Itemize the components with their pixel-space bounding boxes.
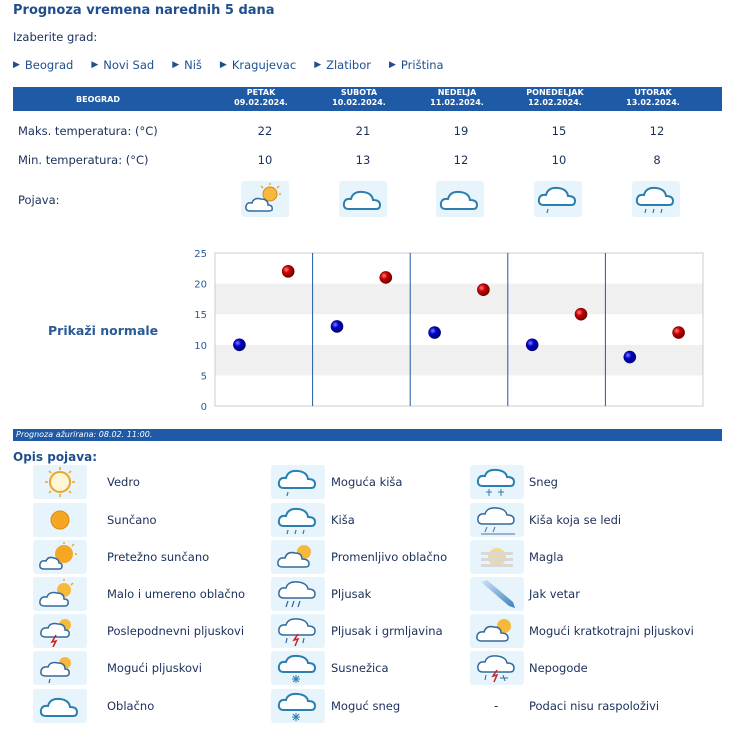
legend-label: Podaci nisu raspoloživi — [529, 699, 660, 713]
min-temp-point — [331, 320, 343, 332]
possible-showers-icon — [33, 651, 87, 685]
legend-label: Sunčano — [107, 513, 157, 527]
table-day-header: NEDELJA 11.02.2024. — [430, 88, 484, 107]
y-tick-label: 0 — [200, 402, 207, 413]
y-tick-label: 15 — [194, 310, 207, 322]
legend-label: Susnežica — [331, 661, 389, 675]
city-label: Novi Sad — [103, 58, 155, 72]
max-temp-point — [477, 284, 489, 296]
min-temp-value: 8 — [653, 153, 661, 167]
legend-label: Jak vetar — [529, 587, 580, 601]
y-tick-label: 10 — [194, 340, 207, 352]
chart-band — [215, 314, 703, 345]
max-temp-label: Maks. temperatura: (°C) — [18, 124, 158, 138]
city-list — [13, 58, 462, 72]
clear-icon — [33, 465, 87, 499]
legend-label: Pljusak i grmljavina — [331, 624, 443, 638]
min-temp-value: 10 — [257, 153, 273, 167]
forecast-updated: Prognoza ažurirana: 08.02. 11:00. — [13, 429, 722, 441]
city-label: Niš — [184, 58, 202, 72]
city-link-zlatibor[interactable] — [314, 58, 371, 72]
min-temp-point — [526, 339, 538, 351]
rain-icon — [632, 181, 680, 217]
legend-label: Kiša koja se ledi — [529, 513, 622, 527]
max-temp-point — [282, 265, 294, 277]
phenomenon-label: Pojava: — [18, 193, 60, 207]
city-select-label: Izaberite grad: — [13, 30, 98, 44]
min-temp-point — [624, 351, 636, 363]
strong-wind-icon — [470, 577, 524, 611]
legend-label: Moguća kiša — [331, 475, 403, 489]
sunny-icon — [33, 503, 87, 537]
triangle-right-icon: ▶ — [91, 60, 99, 70]
city-link-pristina[interactable] — [389, 58, 444, 72]
city-link-beograd[interactable] — [13, 58, 73, 72]
temperature-chart — [180, 245, 710, 415]
max-temp-value: 12 — [649, 124, 665, 138]
thunderstorm-icon — [271, 614, 325, 648]
city-label: Kragujevac — [231, 58, 297, 72]
triangle-right-icon: ▶ — [13, 60, 20, 70]
min-temp-point — [429, 327, 441, 339]
table-day-header: PONEDELJAK 12.02.2024. — [526, 88, 584, 107]
partly-cloudy-icon — [33, 577, 87, 611]
no-data-dash: - — [494, 699, 499, 713]
show-normals-button[interactable]: Prikaži normale — [48, 323, 159, 338]
sleet-icon — [271, 651, 325, 685]
cloudy-icon — [436, 181, 484, 217]
triangle-right-icon: ▶ — [314, 60, 322, 70]
page-title: Prognoza vremena narednih 5 dana — [13, 3, 275, 18]
table-day-header: SUBOTA 10.02.2024. — [332, 88, 386, 107]
legend-label: Magla — [529, 550, 564, 564]
legend-label: Kiša — [331, 513, 355, 527]
city-label: Beograd — [24, 58, 74, 72]
fog-icon — [470, 540, 524, 574]
min-temp-value: 12 — [453, 153, 469, 167]
legend-label: Poslepodnevni pljuskovi — [107, 624, 245, 638]
max-temp-value: 22 — [257, 124, 273, 138]
legend-label: Mogući kratkotrajni pljuskovi — [529, 624, 694, 638]
min-temp-label: Min. temperatura: (°C) — [18, 153, 149, 167]
max-temp-point — [380, 271, 392, 283]
possible-rain-icon — [534, 181, 582, 217]
max-temp-value: 21 — [355, 124, 371, 138]
y-tick-label: 20 — [194, 279, 207, 291]
downpour-icon — [271, 577, 325, 611]
min-temp-value: 13 — [355, 153, 371, 167]
legend-label: Oblačno — [107, 699, 155, 713]
table-day-header: UTORAK 13.02.2024. — [626, 88, 680, 107]
variable-cloudy-icon — [271, 540, 325, 574]
cloudy-icon — [339, 181, 387, 217]
legend-label: Mogući pljuskovi — [107, 661, 202, 675]
legend-label: Malo i umereno oblačno — [107, 587, 246, 601]
city-link-kragujevac[interactable] — [220, 58, 296, 72]
city-link-nis[interactable] — [172, 58, 202, 72]
forecast-table-header — [13, 87, 722, 111]
min-temp-point — [233, 339, 245, 351]
city-label: Zlatibor — [326, 58, 371, 72]
mostly-sunny-icon — [33, 540, 87, 574]
table-day-header: PETAK 09.02.2024. — [234, 88, 288, 107]
legend-label: Nepogode — [529, 661, 588, 675]
table-city-name: BEOGRAD — [76, 94, 120, 104]
cloudy-icon — [33, 689, 87, 723]
snow-icon — [470, 465, 524, 499]
afternoon-showers-icon — [33, 614, 87, 648]
max-temp-point — [575, 308, 587, 320]
legend-title: Opis pojava: — [13, 450, 97, 464]
legend-label: Pljusak — [331, 587, 372, 601]
legend-label: Moguć sneg — [331, 699, 401, 713]
brief-showers-icon — [470, 614, 524, 648]
max-temp-value: 15 — [551, 124, 567, 138]
possible-snow-icon — [271, 689, 325, 723]
max-temp-value: 19 — [453, 124, 469, 138]
legend-label: Pretežno sunčano — [107, 550, 210, 564]
y-tick-label: 5 — [200, 371, 207, 383]
chart-band — [215, 375, 703, 406]
triangle-right-icon: ▶ — [389, 60, 396, 70]
storm-icon — [470, 651, 524, 685]
legend-label: Vedro — [107, 475, 140, 489]
rain-icon — [271, 503, 325, 537]
city-link-novi-sad[interactable] — [91, 58, 154, 72]
city-label: Priština — [400, 58, 444, 72]
triangle-right-icon: ▶ — [172, 60, 180, 70]
min-temp-value: 10 — [551, 153, 567, 167]
freezing-rain-icon — [470, 503, 524, 537]
y-tick-label: 25 — [194, 249, 207, 260]
possible-rain-icon — [271, 465, 325, 499]
triangle-right-icon: ▶ — [219, 60, 227, 70]
legend-label: Promenljivo oblačno — [331, 550, 448, 564]
chart-band — [215, 284, 703, 315]
max-temp-point — [673, 327, 685, 339]
partly-sunny-icon — [241, 181, 289, 217]
legend-label: Sneg — [529, 475, 558, 489]
